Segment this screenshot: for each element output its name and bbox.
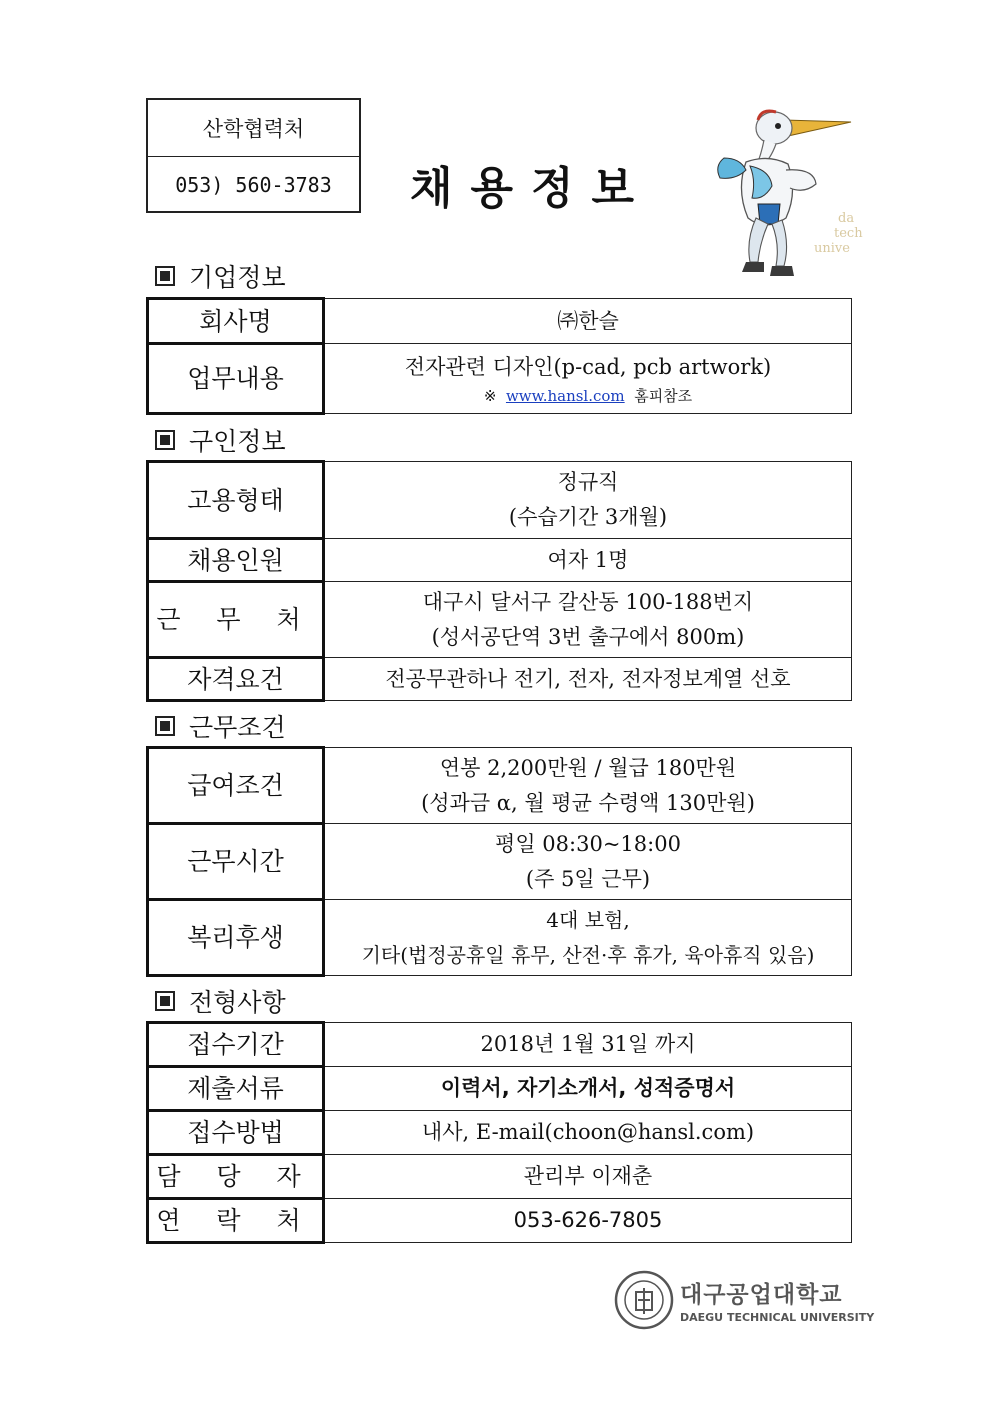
- field-value: 이력서, 자기소개서, 성적증명서: [324, 1067, 852, 1111]
- contact-phone: 053) 560-3783: [148, 156, 359, 212]
- field-value: 관리부 이재춘: [324, 1155, 852, 1199]
- company-name-value: ㈜한슬: [324, 299, 852, 344]
- field-value: 2018년 1월 31일 까지: [324, 1023, 852, 1067]
- contact-box: [146, 98, 361, 213]
- value-line: (주 5일 근무): [525, 866, 651, 891]
- square-bullet-icon: [155, 266, 175, 286]
- company-table: [146, 297, 852, 415]
- university-seal-icon: [614, 1270, 674, 1330]
- watermark-line: unive: [814, 241, 850, 256]
- field-label: 채용인원: [148, 539, 324, 582]
- field-label: 업무내용: [148, 344, 324, 414]
- value-line: 기타(법정공휴일 휴무, 산전·후 휴가, 육아휴직 있음): [361, 942, 815, 967]
- watermark-line: tech: [834, 226, 863, 241]
- table-row: [148, 1067, 852, 1111]
- table-row: [148, 824, 852, 900]
- table-row: [148, 344, 852, 414]
- value-line: (성서공단역 3번 출구에서 800m): [431, 624, 745, 649]
- value-line: (수습기간 3개월): [508, 505, 668, 529]
- field-label: 담 당 자: [148, 1155, 324, 1199]
- job-description-value: 전자관련 디자인(p-cad, pcb artwork): [404, 355, 772, 379]
- table-row: [148, 658, 852, 701]
- page-title: 채용정보: [410, 163, 653, 214]
- table-row: [148, 1023, 852, 1067]
- field-label: 회사명: [148, 299, 324, 344]
- field-label: 급여조건: [148, 748, 324, 824]
- section-title: 근무조건: [189, 713, 286, 742]
- field-value: [324, 582, 852, 658]
- field-value: [324, 900, 852, 976]
- recruit-table: [146, 460, 852, 702]
- field-label: 고용형태: [148, 462, 324, 539]
- university-name-en: DAEGU TECHNICAL UNIVERSITY: [680, 1311, 875, 1324]
- university-name-ko: 대구공업대학교: [680, 1282, 843, 1308]
- section-heading-company: [155, 258, 286, 294]
- university-name: [680, 1276, 874, 1324]
- field-value: 전공무관하나 전기, 전자, 전자정보계열 선호: [324, 658, 852, 701]
- table-row: [148, 462, 852, 539]
- field-label: 근무시간: [148, 824, 324, 900]
- value-line: 4대 보험,: [546, 907, 630, 932]
- section-heading-recruit: [155, 422, 286, 458]
- value-line: 평일 08:30~18:00: [495, 831, 681, 856]
- value-line: 연봉 2,200만원 / 월급 180만원: [439, 755, 737, 780]
- table-row: [148, 582, 852, 658]
- field-label: 복리후생: [148, 900, 324, 976]
- process-table: [146, 1021, 852, 1244]
- note-mark: ※: [483, 387, 497, 405]
- section-heading-conditions: [155, 708, 286, 744]
- crane-mascot-illustration: [706, 100, 863, 290]
- field-value: 053-626-7805: [324, 1199, 852, 1243]
- field-value: 여자 1명: [324, 539, 852, 582]
- value-line: 정규직: [557, 470, 619, 494]
- field-label: 제출서류: [148, 1067, 324, 1111]
- square-bullet-icon: [155, 430, 175, 450]
- watermark-line: da: [838, 211, 855, 226]
- value-line: 대구시 달서구 갈산동 100-188번지: [422, 589, 754, 614]
- section-title: 전형사항: [189, 988, 286, 1017]
- section-heading-process: [155, 983, 286, 1019]
- field-label: 자격요건: [148, 658, 324, 701]
- university-logo: [614, 1270, 874, 1330]
- table-row: [148, 1155, 852, 1199]
- field-value: [324, 824, 852, 900]
- field-label: 연 락 처: [148, 1199, 324, 1243]
- square-bullet-icon: [155, 991, 175, 1011]
- field-label: 근 무 처: [148, 582, 324, 658]
- section-title: 구인정보: [189, 427, 286, 456]
- field-label: 접수기간: [148, 1023, 324, 1067]
- homepage-link[interactable]: www.hansl.com: [505, 387, 625, 405]
- table-row: [148, 900, 852, 976]
- square-bullet-icon: [155, 716, 175, 736]
- field-value: [324, 462, 852, 539]
- table-row: [148, 1111, 852, 1155]
- contact-label: 산학협력처: [202, 117, 305, 141]
- value-line: (성과금 α, 월 평균 수령액 130만원): [421, 790, 755, 815]
- field-value: 내사, E-mail(choon@hansl.com): [324, 1111, 852, 1155]
- section-title: 기업정보: [189, 263, 286, 292]
- conditions-table: [146, 746, 852, 977]
- homepage-note: [333, 385, 843, 407]
- table-row: [148, 299, 852, 344]
- note-suffix: 홈피참조: [634, 387, 693, 405]
- field-label: 접수방법: [148, 1111, 324, 1155]
- job-description-cell: [324, 344, 852, 414]
- table-row: [148, 1199, 852, 1243]
- field-value: [324, 748, 852, 824]
- table-row: [148, 539, 852, 582]
- table-row: [148, 748, 852, 824]
